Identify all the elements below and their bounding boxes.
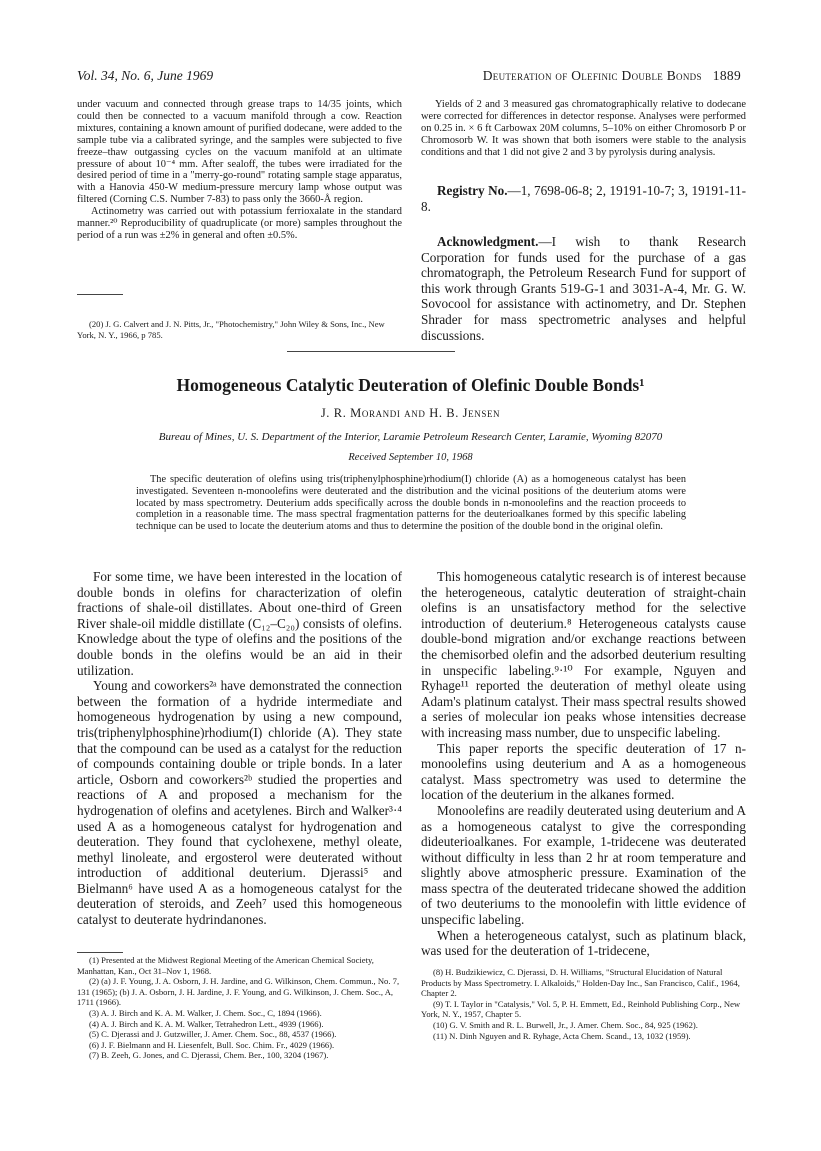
- prev-article-paragraph: Yields of 2 and 3 measured gas chromatographically relative to dodecane were corrected for differences in detector response. Analyses were performed on 0.25 in. × 6 ft Carbowax 20M columns, 5–10% on either Chromosorb P or Chromosorb W. It was shown that both isomers were stable to the analysis conditions and that 1 did not give 2 and 3 by pyrolysis during analysis.: [421, 99, 746, 158]
- footnote: (11) N. Dinh Nguyen and R. Ryhage, Acta Chem. Scand., 13, 1032 (1959).: [433, 1030, 691, 1041]
- footnote: (7) B. Zeeh, G. Jones, and C. Djerassi, Chem. Ber., 100, 3204 (1967).: [89, 1050, 329, 1061]
- article-separator: [287, 351, 455, 352]
- prev-article-right-column: [421, 99, 746, 159]
- abstract: The specific deuteration of olefins using tris(triphenylphosphine)rhodium(I) chloride (A) as a homogeneous catalyst has been investigated. Seventeen n-monoolefins were deuterated and the distribution and the vicinal positions of the deuterium atoms were located by mass spectrometry. Deuterium adds specifically across the double bonds in n-monoolefins and the reaction proceeds to completion in a reasonable time. The mass spectral fragmentation patterns for the deuterioalkanes formed by this specific labeling technique can be used to locate the deuterium atoms and thus to determine the position of the double bond in the original olefin.: [136, 474, 686, 533]
- footnote: (8) H. Budzikiewicz, C. Djerassi, D. H. Williams, "Structural Elucidation of Natural Products by Mass Spectrometry. I. Alkaloids," Holden-Day Inc., San Francisco, Calif., 1964, Chapter 2.: [421, 967, 740, 999]
- footnote: (3) A. J. Birch and K. A. M. Walker, J. Chem. Soc., C, 1894 (1966).: [89, 1007, 322, 1018]
- registry-label: Registry No.: [437, 183, 508, 198]
- acknowledgment-label: Acknowledgment.: [437, 234, 539, 249]
- body-paragraph: For some time, we have been interested in the location of double bonds in olefins for characterization of olefin fractions of shale-oil distillates. About one-third of Green River shale-oil middle distillate (C₁₂–C₂₀) consists of olefins. Knowledge about the type of olefins and the positions of the double bonds in the olefins would be an aid in their utilization.: [77, 569, 402, 678]
- footnote: (5) C. Djerassi and J. Gutzwiller, J. Amer. Chem. Soc., 88, 4537 (1966).: [89, 1029, 337, 1040]
- body-paragraph: Monoolefins are readily deuterated using deuterium and A as a homogeneous catalyst to give the corresponding dideuterioalkanes. For example, 1-tridecene was deuterated without difficulty in less than 2 hr at room temperature and slightly above atmospheric pressure. Examination of the mass spectra of the deuterated tridecane showed the addition of two deuteriums to the monoolefin with little evidence of unspecific labeling.: [421, 802, 746, 928]
- running-header-title: Deuteration of Olefinic Double Bonds: [482, 68, 702, 83]
- footnote: (2) (a) J. F. Young, J. A. Osborn, J. H. Jardine, and G. Wilkinson, Chem. Commun., No. 7, 131 (1965); (b) J. A. Osborn, J. H. Jardine, J. F. Young, and G. Wilkinson, J. Chem. Soc., A, 1711 (1966).: [77, 976, 400, 1008]
- body-paragraph: When a heterogeneous catalyst, such as platinum black, was used for the deuteration of 1-tridecene,: [421, 927, 746, 959]
- footnote-divider: [77, 294, 123, 295]
- prev-article-paragraph: under vacuum and connected through grease traps to 14/35 joints, which could then be connected to a vacuum manifold through a cow. Reaction mixtures, containing a known amount of purified dodecane, were added to the sample tube via a calibrated syringe, and the samples were subjected to five freeze–thaw outgassing cycles on the vacuum manifold at an ultimate pressure of about 10⁻⁴ mm. After sealoff, the tubes were irradiated for the desired period of time in a "merry-go-round" rotating sample stage apparatus, with a Hanovia 450-W medium-pressure mercury lamp whose output was filtered (Corning C.S. Number 7-83) to pass only the 3660-Å region.: [77, 99, 402, 206]
- registry-numbers: [421, 183, 746, 214]
- running-header-title-page: [483, 68, 741, 84]
- prev-article-left-column: [77, 99, 402, 242]
- page-number: 1889: [712, 68, 741, 83]
- received-date: Received September 10, 1968: [348, 452, 473, 463]
- footnote: (9) T. I. Taylor in "Catalysis," Vol. 5, P. H. Emmett, Ed., Reinhold Publishing Corp., New York, N. Y., 1957, Chapter 5.: [421, 998, 741, 1020]
- running-header-journal: Vol. 34, No. 6, June 1969: [77, 68, 214, 83]
- body-paragraph: This paper reports the specific deuteration of 17 n-monoolefins using deuterium and A as a homogeneous catalyst. Mass spectrometry was used to determine the location of the deuterium in the alkanes formed.: [421, 740, 746, 803]
- body-paragraph: Young and coworkers²ᵃ have demonstrated the connection between the formation of a hydride intermediate and homogeneous hydrogenation by using a new compound, tris(triphenylphosphine)rhodium(I) chloride (A). They state that the compound can be used as a catalyst for the reduction of compounds containing double or triple bonds. In a later article, Osborn and coworkers²ᵇ studied the properties and reactions of A and proposed a mechanism for the hydrogenation of olefins and acetylenes. Birch and Walker³·⁴ used A as a homogeneous catalyst for hydrogenation and deuteration. They found that cyclohexene, methyl oleate, methyl linoleate, and ergosterol were deuterated without introduction of additional deuterium. Djerassi⁵ and Bielmann⁶ have used A as a homogeneous catalyst for the deuteration of steroids, and Zeeh⁷ used this homogeneous catalyst to deuterate hydrindanones.: [77, 678, 402, 928]
- article-affiliation: Bureau of Mines, U. S. Department of the Interior, Laramie Petroleum Research Center, Laramie, Wyoming 82070: [158, 431, 663, 443]
- article-title: Homogeneous Catalytic Deuteration of Olefinic Double Bonds¹: [176, 375, 645, 395]
- footnote: (20) J. G. Calvert and J. N. Pitts, Jr., "Photochemistry," John Wiley & Sons, Inc., New York, N. Y., 1966, p 785.: [77, 319, 385, 340]
- footnote-divider: [77, 952, 123, 953]
- footnote: (6) J. F. Bielmann and H. Liesenfelt, Bull. Soc. Chim. Fr., 4029 (1966).: [89, 1039, 335, 1050]
- footnotes-left: [77, 955, 402, 1061]
- body-paragraph: This homogeneous catalytic research is of interest because the heterogeneous, catalytic deuteration of straight-chain olefins is an unsatisfactory method for the selective introduction of deuterium.⁸ Heterogeneous catalysts cause double-bond migration and/or exchange reactions between the chemisorbed olefin and the adsorbed deuterium resulting in unspecific labeling.⁹·¹⁰ For example, Nguyen and Ryhage¹¹ reported the deuteration of methyl oleate using Adam's platinum catalyst. Their mass spectral results showed a series of molecular ion peaks whose intensities decrease with increasing mass number, due to unspecific labeling.: [421, 569, 746, 740]
- body-left-column: [77, 569, 402, 928]
- registry-text: —1, 7698-06-8; 2, 19191-10-7; 3, 19191-11-8.: [421, 183, 746, 214]
- article-authors: J. R. Morandi and H. B. Jensen: [320, 406, 501, 420]
- acknowledgment: [421, 234, 746, 343]
- prev-article-footnotes: [77, 319, 402, 340]
- acknowledgment-text: —I wish to thank Research Corporation for funds used for the purchase of a gas chromatograph, the Petroleum Research Fund for support of this work through Grants 519-G-1 and 3031-A-4, Mr. G. W. Sovocool for assistance with actinometry, and Dr. Stephen Shrader for mass spectrometric analyses and helpful discussions.: [421, 234, 746, 343]
- body-right-column: [421, 569, 746, 959]
- footnote: (10) G. V. Smith and R. L. Burwell, Jr., J. Amer. Chem. Soc., 84, 925 (1962).: [433, 1019, 698, 1030]
- footnote: (4) A. J. Birch and K. A. M. Walker, Tetrahedron Lett., 4939 (1966).: [89, 1018, 324, 1029]
- footnotes-right: [421, 967, 746, 1041]
- prev-article-paragraph: Actinometry was carried out with potassium ferrioxalate in the standard manner.²⁰ Reproducibility of quadruplicate (or more) samples throughout the period of a run was ±2% in general and often ±0.5%.: [77, 206, 402, 241]
- footnote: (1) Presented at the Midwest Regional Meeting of the American Chemical Society, Manhattan, Kan., Oct 31–Nov 1, 1968.: [77, 955, 374, 976]
